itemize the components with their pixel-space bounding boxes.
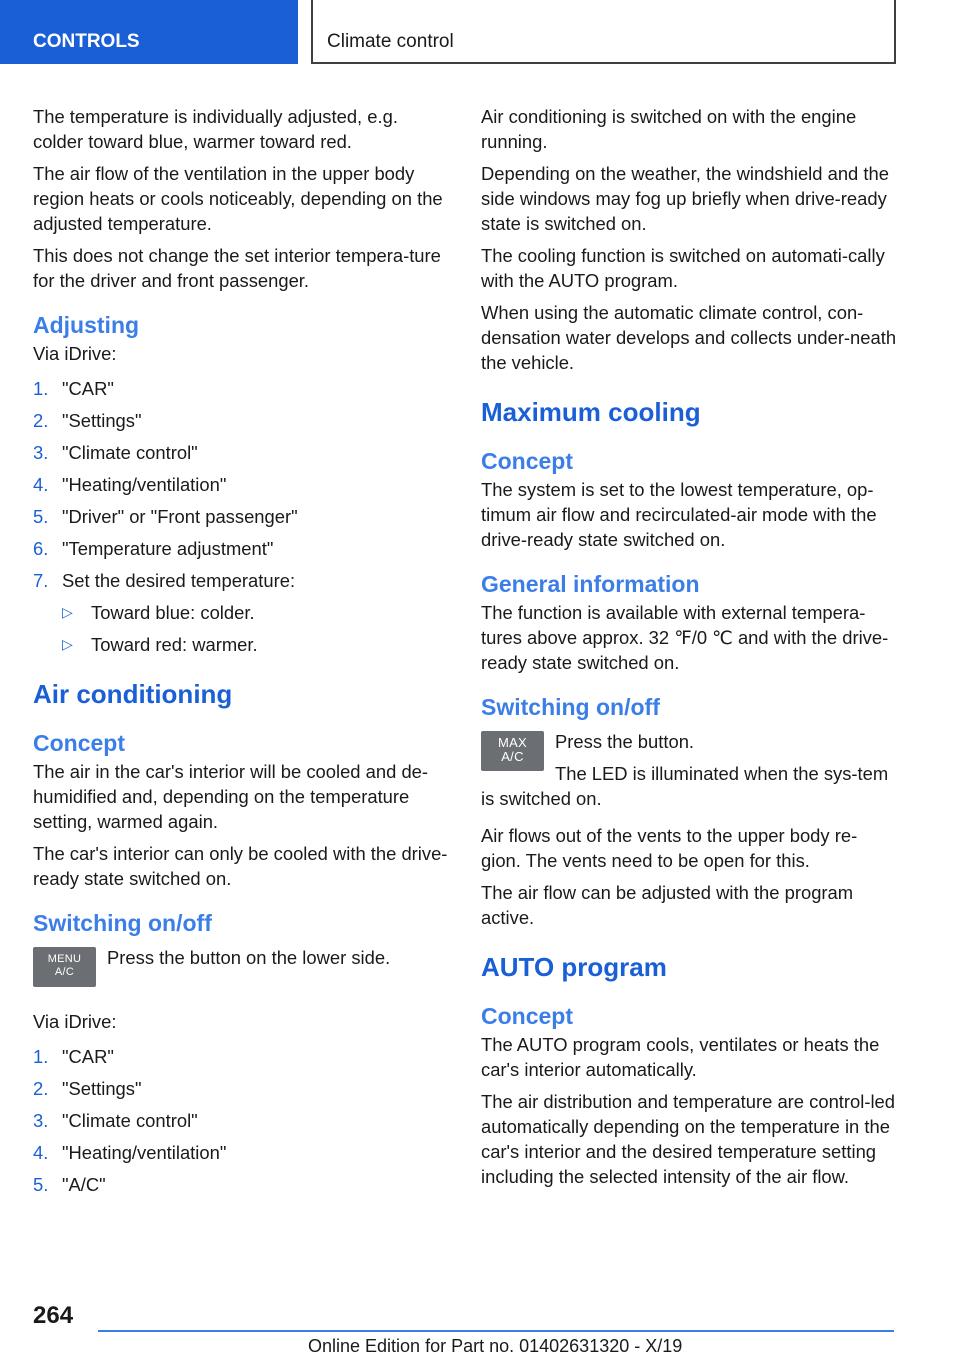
menu-ac-button-icon: MENU A/C <box>33 947 96 987</box>
list-item: 3. "Climate control" <box>33 442 198 463</box>
paragraph: Via iDrive: <box>33 343 117 364</box>
concept-heading: Concept <box>33 730 125 756</box>
paragraph: Press the button on the lower side. <box>107 947 391 968</box>
paragraph: This does not change the set interior tempera‐ture for the driver and front passenger. <box>33 245 441 291</box>
list-item: 1. "CAR" <box>33 1046 114 1067</box>
footer-divider <box>98 1330 894 1332</box>
paragraph: The AUTO program cools, ventilates or heats the car's interior automatically. <box>481 1034 880 1080</box>
list-item: 6. "Temperature adjustment" <box>33 538 274 559</box>
auto-program-heading: AUTO program <box>481 952 667 982</box>
paragraph: Air conditioning is switched on with the engine running. <box>481 106 857 152</box>
switching-heading: Switching on/off <box>481 694 660 720</box>
paragraph: The air distribution and temperature are control‐led automatically depending on the temperature in the car's interior and the desired temperature setting including the selected intensity of the air flow. <box>481 1091 896 1187</box>
page-title: Climate control <box>311 0 896 64</box>
right-column <box>481 104 897 1196</box>
adjusting-heading: Adjusting <box>33 312 140 338</box>
footer-edition: Online Edition for Part no. 01402631320 - X/19 <box>308 1336 683 1356</box>
paragraph: Press the button. <box>555 731 695 752</box>
paragraph: Via iDrive: <box>33 1011 117 1032</box>
maximum-cooling-heading: Maximum cooling <box>481 397 701 427</box>
paragraph: The temperature is individually adjusted, e.g. colder toward blue, warmer toward red. <box>33 106 398 152</box>
paragraph: The function is available with external tempera‐tures above approx. 32 ℉/0 ℃ and with the drive-ready state switched on. <box>481 602 889 673</box>
paragraph: The air in the car's interior will be cooled and de‐humidified and, depending on the temperature setting, warmed again. <box>33 761 429 832</box>
list-item: 4. "Heating/ventilation" <box>33 474 227 495</box>
list-item: 5. "A/C" <box>33 1174 106 1195</box>
paragraph: The air flow of the ventilation in the upper body region heats or cools noticeably, depending on the adjusted temperature. <box>33 163 443 234</box>
ac-steps <box>33 1044 449 1197</box>
paragraph: The air flow can be adjusted with the program active. <box>481 882 854 928</box>
paragraph: When using the automatic climate control, con‐densation water develops and collects under‐neath the vehicle. <box>481 302 897 373</box>
temperature-options <box>33 600 449 657</box>
triangle-bullet-icon: ▷ <box>62 604 73 620</box>
list-item: 7. Set the desired temperature: ▷ Toward blue: colder. ▷ Toward red: warmer. <box>33 568 449 657</box>
list-item: 1. "CAR" <box>33 378 114 399</box>
page-number: 264 <box>33 1302 74 1329</box>
paragraph: Air flows out of the vents to the upper body re‐gion. The vents need to be open for this. <box>481 825 858 871</box>
paragraph: Depending on the weather, the windshield and the side windows may fog up briefly when drive-ready state is switched on. <box>481 163 889 234</box>
paragraph: The cooling function is switched on automati‐cally with the AUTO program. <box>481 245 885 291</box>
concept-heading: Concept <box>481 1003 573 1029</box>
list-item: 2. "Settings" <box>33 1078 142 1099</box>
list-item: ▷ Toward blue: colder. <box>62 602 255 623</box>
list-item: ▷ Toward red: warmer. <box>62 634 258 655</box>
list-item: 2. "Settings" <box>33 410 142 431</box>
triangle-bullet-icon: ▷ <box>62 636 73 652</box>
paragraph: The car's interior can only be cooled with the drive-ready state switched on. <box>33 843 448 889</box>
paragraph: The system is set to the lowest temperature, op‐timum air flow and recirculated-air mode with the drive-ready state switched on. <box>481 479 877 550</box>
max-ac-button-icon: MAX A/C <box>481 731 544 771</box>
max-ac-row <box>481 729 897 811</box>
air-conditioning-heading: Air conditioning <box>33 679 233 709</box>
list-item: 4. "Heating/ventilation" <box>33 1142 227 1163</box>
list-item: 5. "Driver" or "Front passenger" <box>33 506 298 527</box>
concept-heading: Concept <box>481 448 573 474</box>
adjusting-steps <box>33 376 449 657</box>
general-information-heading: General information <box>481 571 700 597</box>
paragraph: The LED is illuminated when the sys‐tem is switched on. <box>481 763 889 809</box>
menu-ac-row <box>33 945 449 1009</box>
list-item: 3. "Climate control" <box>33 1110 198 1131</box>
left-column <box>33 104 449 1204</box>
section-tab: CONTROLS <box>0 0 298 64</box>
switching-heading: Switching on/off <box>33 910 212 936</box>
